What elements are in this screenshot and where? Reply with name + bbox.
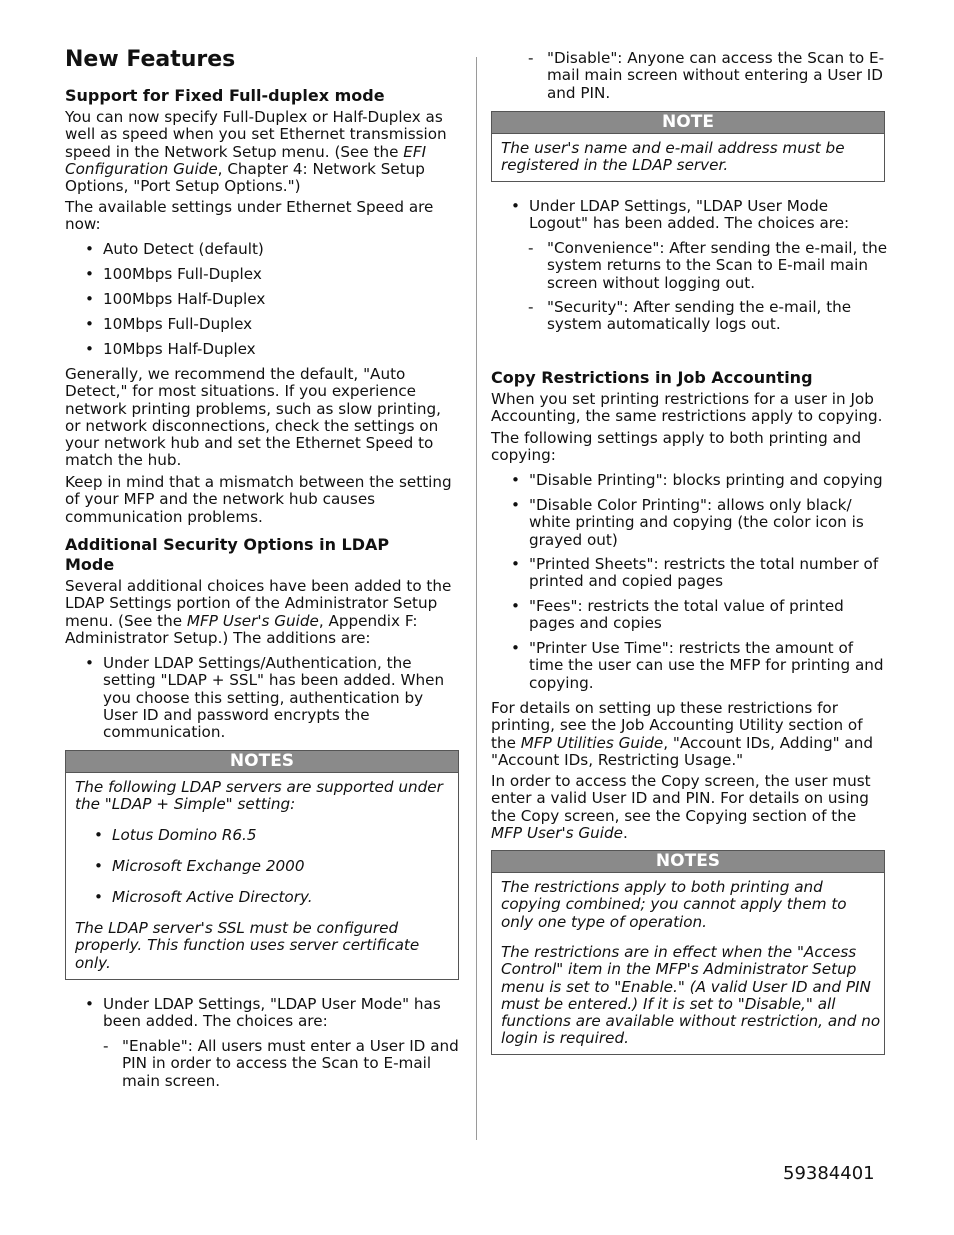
list-item: • "Printer Use Time": restricts the amount of time the user can use the MFP for printing and copying. — [529, 640, 891, 692]
paragraph-ethernet-settings: The available settings under Ethernet Speed are now: — [65, 198, 434, 234]
page-number: 59384401 — [783, 1163, 875, 1184]
column-divider — [476, 57, 477, 1140]
list-item: • "Fees": restricts the total value of printed pages and copies — [529, 598, 891, 633]
paragraph-ldap-intro: Several additional choices have been added to the LDAP Settings portion of the Administrator Setup menu. (See the MFP User's Guide, Appendix F: Administrator Setup.) The additions are: — [65, 577, 452, 647]
paragraph-copy-access: In order to access the Copy screen, the user must enter a valid User ID and PIN. For details on using the Copy screen, see the Copying section of the MFP User's Guide. — [491, 772, 871, 842]
notes-paragraph: The restrictions apply to both printing and copying combined; you cannot apply them to only one type of operation. — [501, 878, 847, 931]
dash-item-convenience: - "Convenience": After sending the e-mail, the system returns to the Scan to E-mail main screen without logging out. — [547, 240, 892, 292]
list-item: • 10Mbps Half-Duplex — [103, 341, 256, 358]
dash-item-enable: - "Enable": All users must enter a User ID and PIN in order to access the Scan to E-mail main screen. — [122, 1038, 462, 1090]
notes-list-item: • Microsoft Exchange 2000 — [112, 858, 305, 875]
bullet-ldap-user-mode: • Under LDAP Settings, "LDAP User Mode" has been added. The choices are: — [103, 996, 460, 1031]
list-item: • 10Mbps Full-Duplex — [103, 316, 252, 333]
note-box-ldap — [491, 111, 885, 182]
heading-ldap-security: Additional Security Options in LDAP Mode — [65, 535, 390, 574]
dash-item-disable: - "Disable": Anyone can access the Scan to E-mail main screen without entering a User ID and PIN. — [547, 50, 892, 102]
heading-copy-restrictions: Copy Restrictions in Job Accounting — [491, 368, 813, 387]
notes-intro: The following LDAP servers are supported under the "LDAP + Simple" setting: — [75, 778, 443, 814]
list-item: • 100Mbps Full-Duplex — [103, 266, 262, 283]
notes-paragraph: The restrictions are in effect when the "Access Control" item in the MFP's Administrator Setup menu is set to "Enable." (A valid User ID and PIN must be entered.) If it is set to "Disable," all functions are available without restriction, and no login is required. — [501, 943, 881, 1048]
list-item: • Auto Detect (default) — [103, 241, 264, 258]
notes-list-item: • Microsoft Active Directory. — [112, 889, 313, 906]
paragraph-mismatch: Keep in mind that a mismatch between the setting of your MFP and the network hub causes communication problems. — [65, 473, 452, 526]
notes-box-copy — [491, 850, 885, 1055]
notes-list-item: • Lotus Domino R6.5 — [112, 827, 257, 844]
dash-item-security: - "Security": After sending the e-mail, the system automatically logs out. — [547, 299, 892, 334]
bullet-ldap-ssl: • Under LDAP Settings/Authentication, the setting "LDAP + SSL" has been added. When you choose this setting, authentication by User ID and password encrypts the communication. — [103, 655, 460, 741]
list-item: • "Disable Printing": blocks printing and copying — [529, 472, 891, 489]
paragraph-recommendation: Generally, we recommend the default, "Auto Detect," for most situations. If you experience network printing problems, such as slow printing, or network disconnections, check the settings on your network hub and set the Ethernet Speed to match the hub. — [65, 365, 441, 470]
paragraph-copy-intro: When you set printing restrictions for a user in Job Accounting, the same restrictions apply to copying. — [491, 390, 883, 426]
paragraph-full-duplex-intro: You can now specify Full-Duplex or Half-Duplex as well as speed when you set Ethernet transmission speed in the Network Setup menu. (See the EFI Configuration Guide, Chapter 4: Network Setup Options, "Port Setup Options.") — [65, 108, 447, 196]
heading-full-duplex: Support for Fixed Full-duplex mode — [65, 86, 385, 105]
list-item: • "Printed Sheets": restricts the total number of printed and copied pages — [529, 556, 891, 591]
page-title: New Features — [65, 47, 236, 72]
notes-outro: The LDAP server's SSL must be configured properly. This function uses server certificate only. — [75, 919, 420, 972]
paragraph-copy-settings: The following settings apply to both printing and copying: — [491, 429, 862, 465]
note-header: NOTE — [492, 112, 884, 134]
note-body: The user's name and e-mail address must be registered in the LDAP server. — [501, 139, 845, 175]
notes-header: NOTES — [492, 851, 884, 873]
notes-box-ldap — [65, 750, 459, 980]
list-item: • "Disable Color Printing": allows only black/ white printing and copying (the color icon is grayed out) — [529, 497, 879, 549]
list-item: • 100Mbps Half-Duplex — [103, 291, 265, 308]
paragraph-restriction-details: For details on setting up these restrictions for printing, see the Job Accounting Utility section of the MFP Utilities Guide, "Account IDs, Adding" and "Account IDs, Restricting Usage." — [491, 699, 873, 769]
bullet-ldap-logout: • Under LDAP Settings, "LDAP User Mode Logout" has been added. The choices are: — [529, 198, 891, 233]
notes-header: NOTES — [66, 751, 458, 773]
